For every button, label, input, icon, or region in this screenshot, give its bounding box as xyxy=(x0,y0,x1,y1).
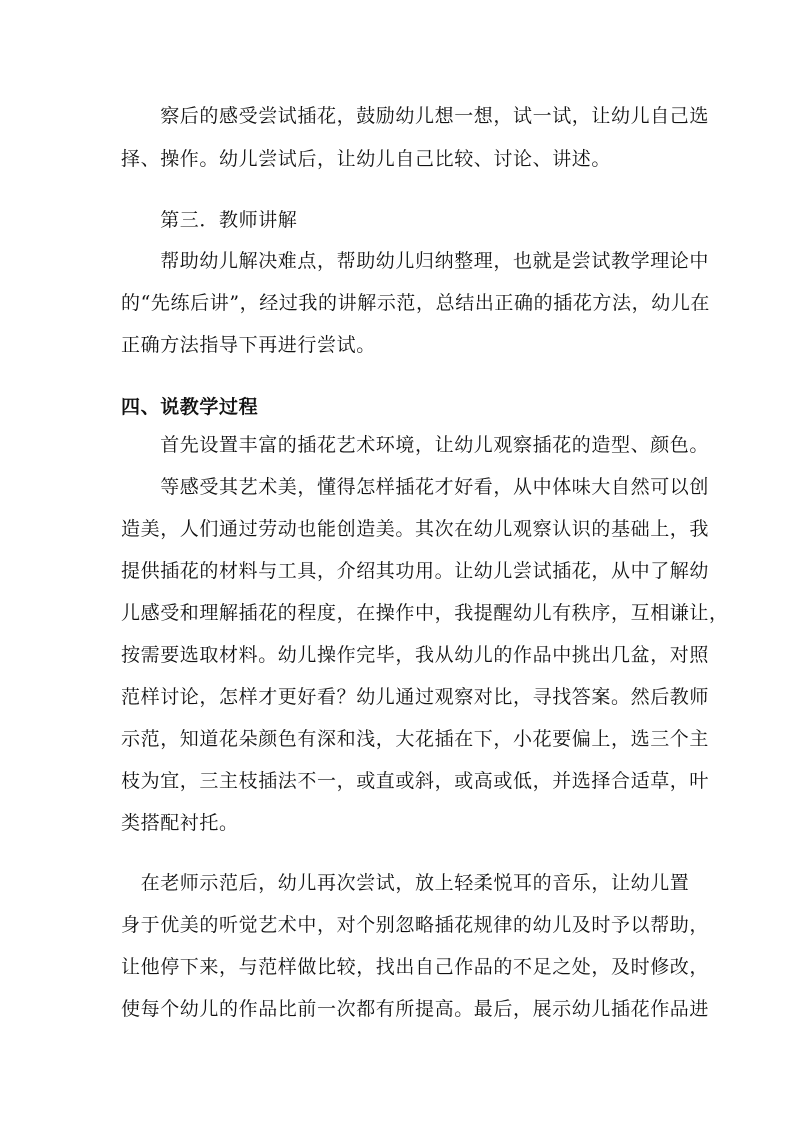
paragraph-3-line-6: 按需要选取材料。幼儿操作完毕，我从幼儿的作品中挑出几盆，对照 xyxy=(121,644,710,666)
paragraph-3-line-8: 示范，知道花朵颜色有深和浅，大花插在下，小花要偏上，选三个主 xyxy=(121,728,710,750)
paragraph-3-line-3: 造美，人们通过劳动也能创造美。其次在幼儿观察认识的基础上，我 xyxy=(121,518,710,540)
paragraph-2-line-2: 的“先练后讲”，经过我的讲解示范，总结出正确的插花方法，幼儿在 xyxy=(121,292,711,314)
paragraph-3-line-5: 儿感受和理解插花的程度，在操作中，我提醒幼儿有秩序，互相谦让， xyxy=(121,602,729,624)
paragraph-3-line-2: 等感受其艺术美，懂得怎样插花才好看，从中体味大自然可以创 xyxy=(121,476,710,498)
paragraph-3-line-7: 范样讨论，怎样才更好看？幼儿通过观察对比，寻找答案。然后教师 xyxy=(121,686,710,708)
paragraph-4-line-4: 使每个幼儿的作品比前一次都有所提高。最后，展示幼儿插花作品进 xyxy=(121,998,710,1020)
paragraph-3-line-4: 提供插花的材料与工具，介绍其功用。让幼儿尝试插花，从中了解幼 xyxy=(121,560,710,582)
paragraph-1-line-2: 择、操作。幼儿尝试后，让幼儿自己比较、讨论、讲述。 xyxy=(121,148,612,170)
paragraph-1-line-1: 察后的感受尝试插花，鼓励幼儿想一想，试一试，让幼儿自己选 xyxy=(121,105,710,127)
paragraph-4-line-2: 身于优美的听觉艺术中，对个别忽略插花规律的幼儿及时予以帮助， xyxy=(121,914,710,936)
paragraph-4-line-3: 让他停下来，与范样做比较，找出自己作品的不足之处，及时修改， xyxy=(121,956,710,978)
paragraph-3-line-9: 枝为宜，三主枝插法不一，或直或斜，或高或低，并选择合适草，叶 xyxy=(121,770,710,792)
subheading-teacher-explain: 第三．教师讲解 xyxy=(121,209,298,231)
paragraph-3-line-1: 首先设置丰富的插花艺术环境，让幼儿观察插花的造型、颜色。 xyxy=(121,434,710,456)
section-heading-teaching-process: 四、说教学过程 xyxy=(121,396,259,418)
paragraph-2-line-3: 正确方法指导下再进行尝试。 xyxy=(121,334,376,356)
paragraph-3-line-10: 类搭配衬托。 xyxy=(121,812,239,834)
paragraph-2-line-1: 帮助幼儿解决难点，帮助幼儿归纳整理，也就是尝试教学理论中 xyxy=(121,250,710,272)
paragraph-4-line-1: 在老师示范后，幼儿再次尝试，放上轻柔悦耳的音乐，让幼儿置 xyxy=(121,872,690,894)
